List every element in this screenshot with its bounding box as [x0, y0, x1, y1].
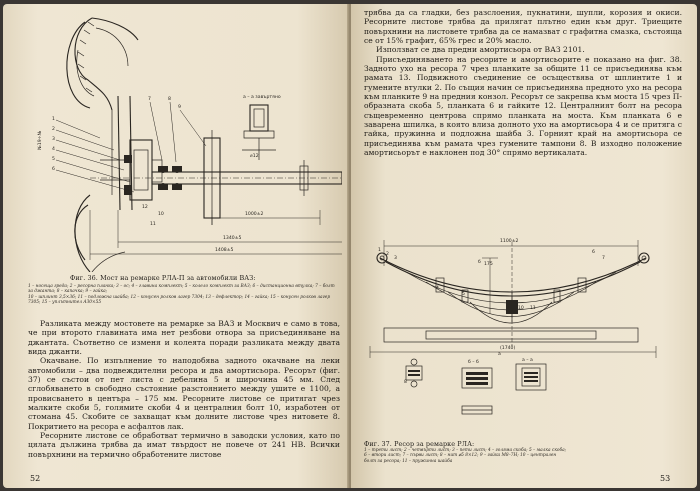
dimension-1408: 1408±5	[215, 248, 234, 253]
part-label-11: 11	[530, 306, 536, 311]
figure-37-caption-title: Фиг. 37. Ресор за ремарке РЛА:	[364, 440, 475, 448]
figure-36-legend	[28, 284, 340, 305]
paragraph-shock-absorbers: Използват се два предни амортисьора от ВАЗ 2101.	[376, 45, 585, 55]
dimension-diameter-12: ⌀12	[250, 154, 259, 159]
part-label-8: 8	[168, 97, 171, 102]
paragraph-attachment: Присъединяването на ресорите и амортисьорите е показано на фиг. 38. Задното ухо на ресора 7 чрез планките за общите 11 се присъединява към рамата 13. Подвижното съединение се осъществява от шплинтите 1 и гумените втулки 2. По същия начин се присъединява предното ухо на ресора към планките 9 на предния конзол. Ресорът се закрепва към моста 15 чрез П-образната скоба 5, планката 6 и гайките 12. Централният болт на ресора същевременно центрова спрямо планката на моста. Към планката 6 е заварена шпилка, в която влиза долното ухо на амортисьора 4 и се притяга с гайка, пружинна и подложна шайба 3. Горният край на амортисьора се присъединява към рамата чрез гумените тампони 8. В изходно положение амортисьорът е наклонен под 30° спрямо вертикалата.	[364, 54, 682, 158]
dimension-175: 175	[484, 262, 493, 267]
dimension-1340: 1340±5	[223, 236, 242, 241]
right-page-number: 53	[660, 474, 671, 483]
figure-37-legend-line-2: 6 – втори лист; 7 – първи лист; 8 – нит ⌀5 8×12; 9 – гайка М8–7Н; 10 – централен	[364, 453, 557, 459]
part-label-8: 8	[404, 380, 407, 385]
figure-37-caption	[364, 440, 684, 464]
part-label-10: 10	[518, 306, 524, 311]
right-page-body	[364, 8, 682, 158]
left-page-body	[28, 319, 340, 459]
section-mark-a: a	[498, 352, 501, 357]
part-label-12: 12	[142, 205, 148, 210]
figure-36-caption-title: Фиг. 36. Мост на ремарке РЛА-П за автомобили ВАЗ:	[70, 274, 256, 282]
part-label-11: 11	[150, 222, 156, 227]
part-label-6: 6	[592, 250, 595, 255]
part-label-2: 2	[52, 127, 55, 132]
part-label-6: 6	[52, 167, 55, 172]
dimension-1000: 1000±2	[245, 212, 264, 217]
part-label-9: 9	[178, 105, 181, 110]
section-label-b-b: б – б	[468, 360, 479, 365]
paragraph-axle-difference: Разликата между мостовете на ремарке за ВАЗ и Москвич е само в това, че при второто главината има нет резбови отвора за присъединяване на джантата. Съответно се изменя и колеята поради разликата между двата вида джанти.	[28, 319, 340, 357]
figure-37-legend-line-1: 1 – трети лист; 2 – четвърти лист; 3 – пети лист; 4 – голяма скоба; 5 – малка скоба;	[364, 448, 567, 453]
figure-37-legend-line-3: болт за ресора; 11 – пружинна шайба	[364, 458, 453, 464]
figure-36-legend-line-1: 1 – носеща греда; 2 – ресорна планка; 3 – ос; 4 – главина комплект; 5 – колело комплект за ВАЗ; 6 – дистанционна втулка; 7 – болт за джанта; 8 – капачка; 9 – гайка;	[28, 284, 335, 295]
figure-36-labels	[0, 0, 350, 280]
section-mark-b: б	[478, 260, 481, 265]
part-label-5: 5	[52, 157, 55, 162]
part-label-1: 1	[52, 117, 55, 122]
figure-36-caption	[70, 274, 330, 282]
part-label-7: 7	[148, 97, 151, 102]
paragraph-suspension: Окачване. По изпълнение то наподобява задното окачване на леки автомобили – два подвеждителни ресора и два амортисьора. Ресорът (фиг. 37) се състои от пет листа с дебелина 5 и широчина 45 мм. След сглобяването в свободно състояние разстоянието между ушите е 1100, а провисването в центъра – 175 мм. Ресорните листове се притягат чрез малките скоби 5, голямите скоби 4 и централния болт 10, изработен от стомана 45. Скобите се захващат към долните листове чрез нитовете 8. Покритието на ресора е асфалтов лак.	[28, 356, 340, 431]
part-label-10: 10	[158, 212, 164, 217]
figure-36-legend-line-2: 10 – шплинт 3,5×36; 11 – подложна шайба; 12 – конусен ролков лагер 7304; 13 – дефлектор; 14 – гайка; 15 – конусен ролков лагер 7305; 15 – уплътнител АЗ0×55	[28, 294, 331, 305]
part-label-1: 1	[378, 248, 381, 253]
dimension-1740: (1740)	[500, 346, 516, 351]
left-page-number: 52	[30, 474, 41, 483]
part-label-7: 7	[602, 256, 605, 261]
paragraph-heat-treatment: Ресорните листове се обработват термично в заводски условия, като по цялата дължина трябва да имат твърдост не повече от 241 HB. Всички повърхнини на термично обработените листове	[28, 431, 340, 459]
paragraph-leaf-surfaces: трябва да са гладки, без разслоения, пукнатини, шупли, корозия и окиси. Ресорните листове трябва да прилягат плътно един към друг. Триещите повърхнини на листовете трябва да се намазват с графитна смазка, състояща се от 15% графит, 65% грес и 20% масло.	[364, 8, 682, 46]
part-label-2: 2	[386, 252, 389, 257]
rotated-dimension-label: №19÷№	[38, 130, 43, 150]
part-label-5: 5	[462, 292, 465, 297]
part-label-4: 4	[52, 147, 55, 152]
part-label-9: 9	[506, 306, 509, 311]
figure-37-leaf-spring-drawing	[366, 236, 688, 442]
part-label-4: 4	[436, 286, 439, 291]
section-label-a-a: а – а завъртяно	[243, 95, 281, 100]
part-label-3: 3	[394, 256, 397, 261]
dimension-1100: 1100±2	[500, 239, 519, 244]
section-label-a-a: а – а	[522, 358, 533, 363]
part-label-3: 3	[52, 137, 55, 142]
